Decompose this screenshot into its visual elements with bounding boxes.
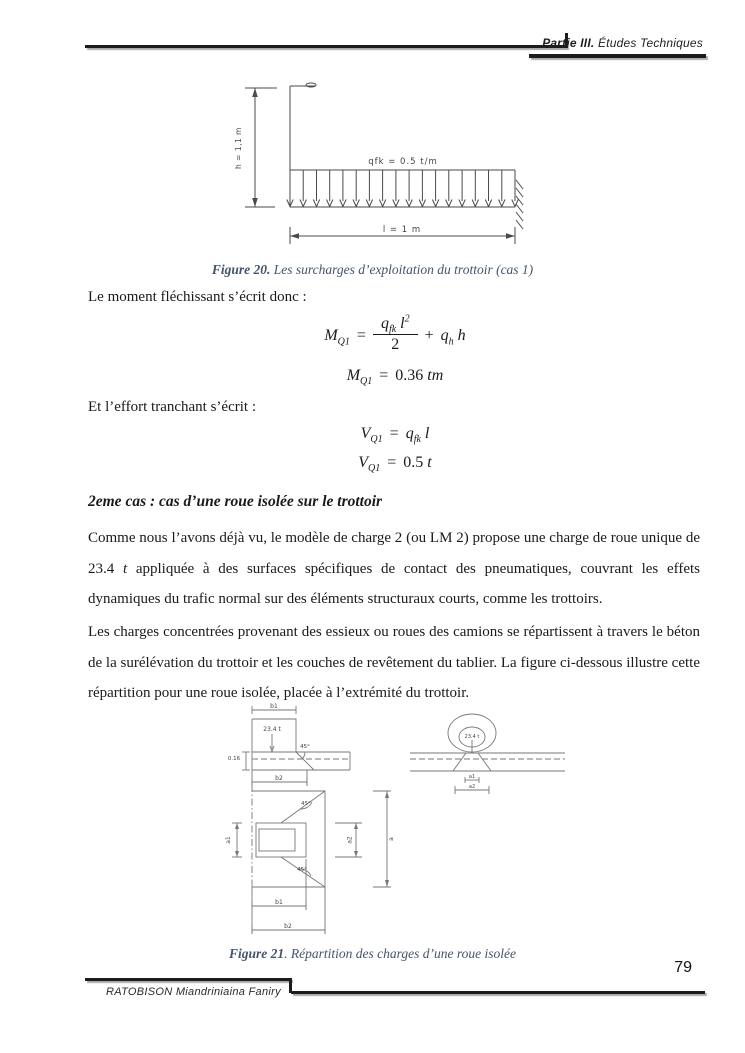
figure21-diagram (215, 693, 595, 941)
formula-moment-value (50, 367, 740, 388)
math-var: l (424, 425, 430, 442)
page-number: 79 (674, 959, 692, 976)
header-part-title: Études Techniques (594, 36, 703, 50)
math-op: = (379, 367, 389, 384)
a2-label: a2 (468, 784, 476, 790)
height-dim-label: h = 1,1 m (234, 127, 243, 169)
load-label: qfk = 0.5 t/m (368, 157, 438, 167)
formula-shear (50, 425, 740, 446)
header-rule-left (85, 45, 567, 48)
figure20-caption-number: Figure 20. (211, 262, 271, 277)
angle-arc (302, 752, 305, 759)
math-var: q (380, 315, 389, 332)
thickness-label: 0.16 (227, 756, 241, 762)
math-fraction (373, 315, 418, 354)
b2-label: b2 (275, 775, 283, 782)
figure20-caption (0, 262, 745, 278)
math-var: M (346, 367, 361, 384)
math-var: M (324, 327, 338, 345)
shear-intro-text: Et l’effort tranchant s’écrit : (88, 399, 256, 415)
math-unit: tm (427, 367, 444, 384)
contact-patch-outer (256, 823, 306, 857)
wheel-load-label: 23.4 t (464, 734, 480, 740)
header-rule-right (529, 54, 706, 58)
paragraph-text: Comme nous l’avons déjà vu, le modèle de charge 2 (ou LM 2) propose une charge de roue unique de 23.4 (88, 530, 700, 577)
math-var: q (405, 425, 414, 442)
b1-label: b1 (270, 703, 278, 710)
spread-diagonal-top (281, 791, 325, 823)
b1-label: b1 (275, 899, 283, 906)
figure20-caption-text: Les surcharges d’exploitation du trottoir (cas 1) (270, 262, 534, 277)
formula-shear-value (50, 454, 740, 475)
paragraph-text: appliquée à des surfaces spécifiques de contact des pneumatiques, couvrant les effets dynamiques du trafic normal sur des éléments structuraux courts, comme les trottoirs. (88, 560, 701, 607)
math-op: = (389, 425, 399, 442)
math-var: l (400, 315, 405, 332)
math-sub: fk (413, 434, 421, 446)
math-number: 0.36 (395, 367, 424, 384)
math-op: = (356, 327, 366, 345)
header-part-label: Partie III. (542, 36, 595, 50)
figure20-diagram (225, 80, 530, 258)
a2-label: a2 (346, 836, 354, 844)
load-arrow-heads (287, 200, 518, 207)
math-sub: Q1 (337, 336, 350, 348)
angle-label: 45° (297, 867, 307, 873)
spread-diagonal (478, 753, 491, 771)
math-sub: Q1 (370, 434, 383, 446)
math-unit: t (427, 454, 432, 471)
span-dim-label: l = 1 m (382, 225, 422, 235)
header-running-title (542, 36, 703, 50)
figure21-caption-number: Figure 21 (229, 946, 285, 961)
figure21-caption (0, 946, 745, 962)
math-var: q (440, 327, 449, 345)
figure21-caption-text: . Répartition des charges d’une roue isolée (284, 946, 516, 961)
math-var: V (358, 454, 369, 471)
wheel-load-label: 23.4 t (263, 726, 281, 733)
paragraph-repartition: Les charges concentrées provenant des essieux ou roues des camions se répartissent à travers le béton de la surélévation du trottoir et les couches de revêtement du tablier. La figure ci-dessous illustre cette répartition pour une roue isolée, placée à l’extrémité du trottoir. (88, 624, 700, 701)
math-op: + (424, 327, 434, 345)
load-arrow-shafts (290, 170, 515, 201)
unit-italic: t (122, 560, 128, 577)
footer-rule-left (85, 978, 291, 981)
math-sub: Q1 (368, 463, 381, 475)
a1-label: a1 (468, 774, 476, 780)
paragraph-lm2 (88, 523, 700, 615)
math-op: = (387, 454, 397, 471)
contact-patch-inner (259, 829, 295, 851)
math-sub: fk (388, 324, 397, 336)
support-hatch (516, 180, 523, 229)
spread-diagonal (453, 753, 466, 771)
a1-label: a1 (225, 836, 232, 844)
math-number: 0.5 (403, 454, 424, 471)
math-var: V (360, 425, 371, 442)
footer-rule-right (291, 991, 705, 994)
a-label: a (388, 837, 395, 841)
b2-label: b2 (284, 923, 292, 930)
case2-heading: 2eme cas : cas d’une roue isolée sur le trottoir (88, 493, 383, 510)
math-den: 2 (391, 336, 400, 353)
moment-intro-text: Le moment fléchissant s’écrit donc : (88, 289, 307, 305)
math-var: h (457, 327, 466, 345)
angle-label: 45° (301, 801, 311, 807)
footer-author: RATOBISON Miandriniaina Faniry (106, 986, 281, 998)
math-sub: h (448, 336, 454, 348)
plan-outline (252, 791, 325, 887)
math-exp: 2 (404, 313, 410, 325)
math-sub: Q1 (360, 376, 373, 388)
angle-label: 45° (300, 744, 310, 750)
formula-moment (50, 313, 740, 356)
